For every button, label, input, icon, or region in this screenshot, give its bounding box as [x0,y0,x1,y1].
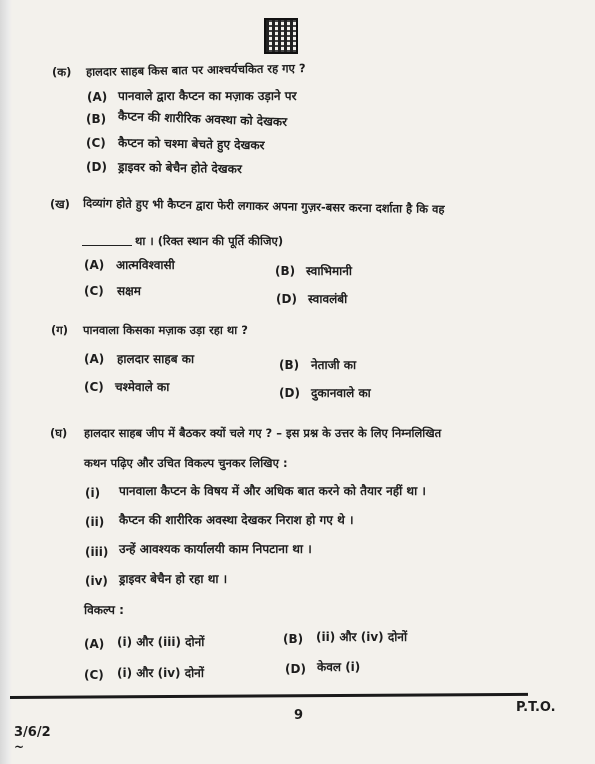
statement-key: (iii) [85,545,109,559]
option-key: (D) [285,662,306,676]
footer-rule [10,693,528,699]
question-label: (घ) [50,426,68,440]
option-key: (B) [275,264,296,278]
option-key: (A) [84,352,105,366]
question-label: (ग) [51,323,68,337]
question-text: हालदार साहब किस बात पर आश्चर्यचकित रह गए ? [85,61,306,79]
statement-text: पानवाला कैप्टन के विषय में और अधिक बात करने को तैयार नहीं था । [119,484,426,498]
question-label: (क) [52,65,72,79]
statement-key: (ii) [85,515,105,529]
statement-key: (iv) [85,574,108,588]
option-key: (A) [84,258,105,272]
option-key: (D) [276,292,297,306]
option-key: (B) [283,632,304,646]
option-text: हालदार साहब का [117,352,195,366]
option-text: दुकानवाले का [311,386,371,400]
statement-text: उन्हें आवश्यक कार्यालयी काम निपटाना था । [119,542,312,556]
option-text: स्वाभिमानी [306,264,353,278]
option-key: (A) [84,637,105,651]
option-text: आत्मविश्वासी [116,258,175,272]
option-key: (C) [86,136,106,150]
qr-code [264,18,298,54]
question-text: पानवाला किसका मज़ाक उड़ा रहा था ? [83,323,248,337]
page-number: 9 [294,708,304,723]
question-text: दिव्यांग होते हुए भी कैप्टन द्वारा फेरी लगाकर अपना गुज़र-बसर करना दर्शाता है कि वह [82,195,445,217]
option-key: (B) [279,358,300,372]
option-key: (D) [86,160,107,174]
option-key: (B) [86,112,107,126]
option-text: कैप्टन की शारीरिक अवस्था को देखकर [117,109,288,129]
option-text: कैप्टन को चश्मा बेचते हुए देखकर [117,135,265,153]
option-key: (A) [87,90,108,104]
option-text: (ii) और (iv) दोनों [316,630,408,644]
pto-label: P.T.O. [516,700,556,715]
margin-mark: ~ [14,740,25,754]
question-text: कथन पढ़िए और उचित विकल्प चुनकर लिखिए : [84,456,288,470]
option-key: (C) [84,380,104,394]
option-key: (D) [279,386,300,400]
option-text: ड्राइवर को बेचैन होते देखकर [117,159,242,177]
option-text: स्वावलंबी [308,292,348,306]
binder-margin [0,0,12,764]
statement-text: कैप्टन की शारीरिक अवस्था देखकर निराश हो गए थे । [119,513,354,527]
option-key: (C) [84,284,104,298]
option-key: (C) [84,668,104,682]
question-text: था । (रिक्त स्थान की पूर्ति कीजिए) [135,234,284,248]
fill-in-blank-line [82,245,132,246]
option-text: पानवाले द्वारा कैप्टन का मज़ाक उड़ाने पर [118,89,297,103]
option-text: (i) और (iv) दोनों [117,666,204,680]
option-text: चश्मेवाले का [115,380,170,394]
option-text: केवल (i) [317,660,361,674]
option-text: (i) और (iii) दोनों [117,635,205,649]
paper-code: 3/6/2 [14,725,51,740]
question-label: (ख) [50,197,70,211]
option-text: नेताजी का [311,358,357,372]
choices-heading: विकल्प : [84,603,124,617]
statement-key: (i) [85,486,101,500]
option-text: सक्षम [117,284,141,298]
statement-text: ड्राइवर बेचैन हो रहा था । [119,572,228,586]
question-text: हालदार साहब जीप में बैठकर क्यों चले गए ? – इस प्रश्न के उत्तर के लिए निम्नलिखित [84,426,442,440]
